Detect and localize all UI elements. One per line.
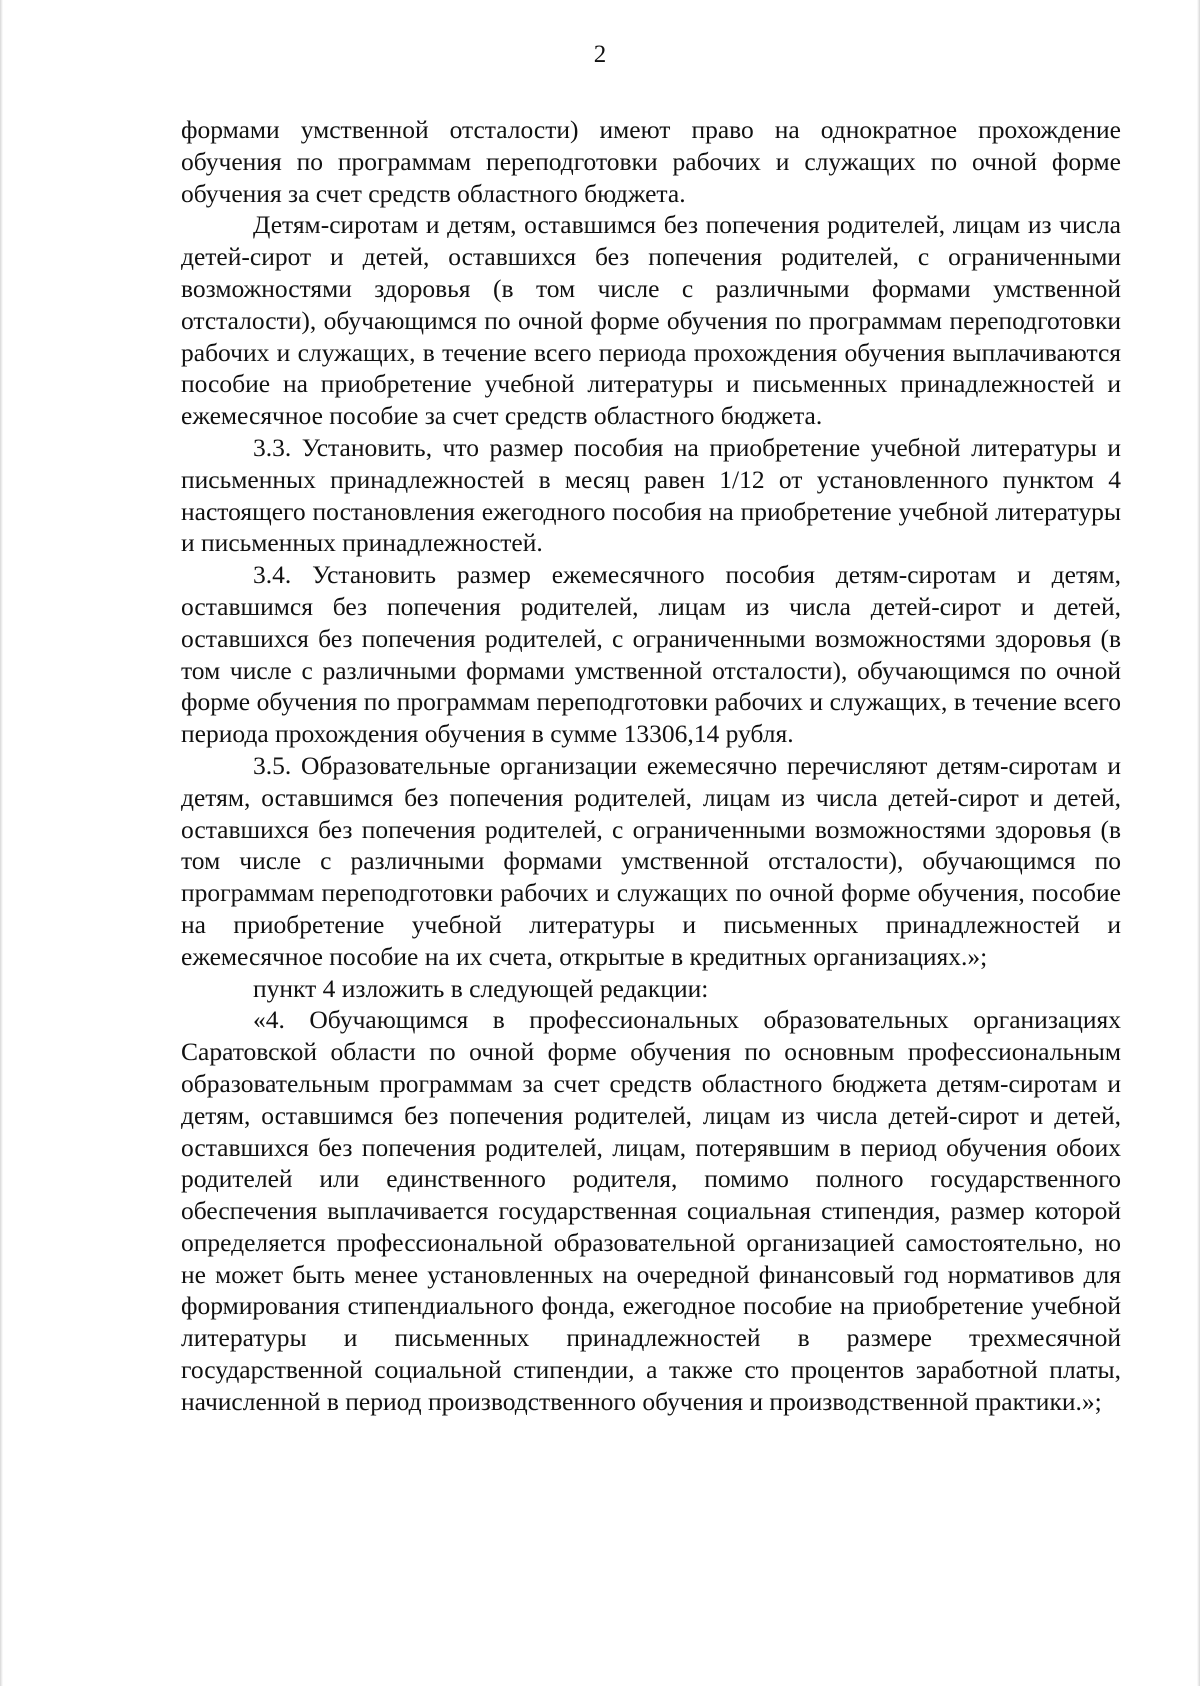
paragraph-3-4: 3.4. Установить размер ежемесячного пособия детям-сиротам и детям, оставшимся без попечения родителей, лицам из числа детей-сирот и детей, оставшихся без попечения родителей, с ограниченными возможностями здоровья (в том числе с различными формами умственной отсталости), обучающимся по очной форме обучения по программам переподготовки рабочих и служащих, в течение всего периода прохождения обучения в сумме 13306,14 рубля. <box>181 560 1121 749</box>
paragraph-3-3: 3.3. Установить, что размер пособия на приобретение учебной литературы и письменных принадлежностей в месяц равен 1/12 от установленного пунктом 4 настоящего постановления ежегодного пособия на приобретение учебной литературы и письменных принадлежностей. <box>181 432 1121 558</box>
page-number: 2 <box>593 41 607 68</box>
paragraph-3-5: 3.5. Образовательные организации ежемесячно перечисляют детям-сиротам и детям, оставшимся без попечения родителей, лицам из числа детей-сирот и детей, оставшихся без попечения родителей, с ограниченными возможностями здоровья (в том числе с различными формами умственной отсталости), обучающимся по программам переподготовки рабочих и служащих по очной форме обучения, пособие на приобретение учебной литературы и письменных принадлежностей и ежемесячное пособие на их счета, открытые в кредитных организациях.»; <box>181 750 1121 971</box>
paragraph-4: «4. Обучающимся в профессиональных образовательных организациях Саратовской области по очной форме обучения по основным профессиональным образовательным программам за счет средств областного бюджета детям-сиротам и детям, оставшимся без попечения родителей, лицам из числа детей-сирот и детей, оставшихся без попечения родителей, лицам, потерявшим в период обучения обоих родителей или единственного родителя, помимо полного государственного обеспечения выплачивается государственная социальная стипендия, размер которой определяется профессиональной образовательной организацией самостоятельно, но не может быть менее установленных на очередной финансовый год нормативов для формирования стипендиального фонда, ежегодное пособие на приобретение учебной литературы и письменных принадлежностей в размере трехмесячной государственной социальной стипендии, а также сто процентов заработной платы, начисленной в период производственного обучения и производственной практики.»; <box>181 1005 1121 1416</box>
paragraph-amendment-intro: пункт 4 изложить в следующей редакции: <box>253 973 709 1003</box>
document-body <box>181 114 1121 1418</box>
paragraph: формами умственной отсталости) имеют право на однократное прохождение обучения по программам переподготовки рабочих и служащих по очной форме обучения за счет средств областного бюджета. <box>181 115 1121 208</box>
paragraph: Детям-сиротам и детям, оставшимся без попечения родителей, лицам из числа детей-сирот и детей, оставшихся без попечения родителей, с ограниченными возможностями здоровья (в том числе с различными формами умственной отсталости), обучающимся по очной форме обучения по программам переподготовки рабочих и служащих, в течение всего периода прохождения обучения выплачиваются пособие на приобретение учебной литературы и письменных принадлежностей и ежемесячное пособие за счет средств областного бюджета. <box>181 210 1121 431</box>
scan-edge-left <box>0 0 3 1686</box>
